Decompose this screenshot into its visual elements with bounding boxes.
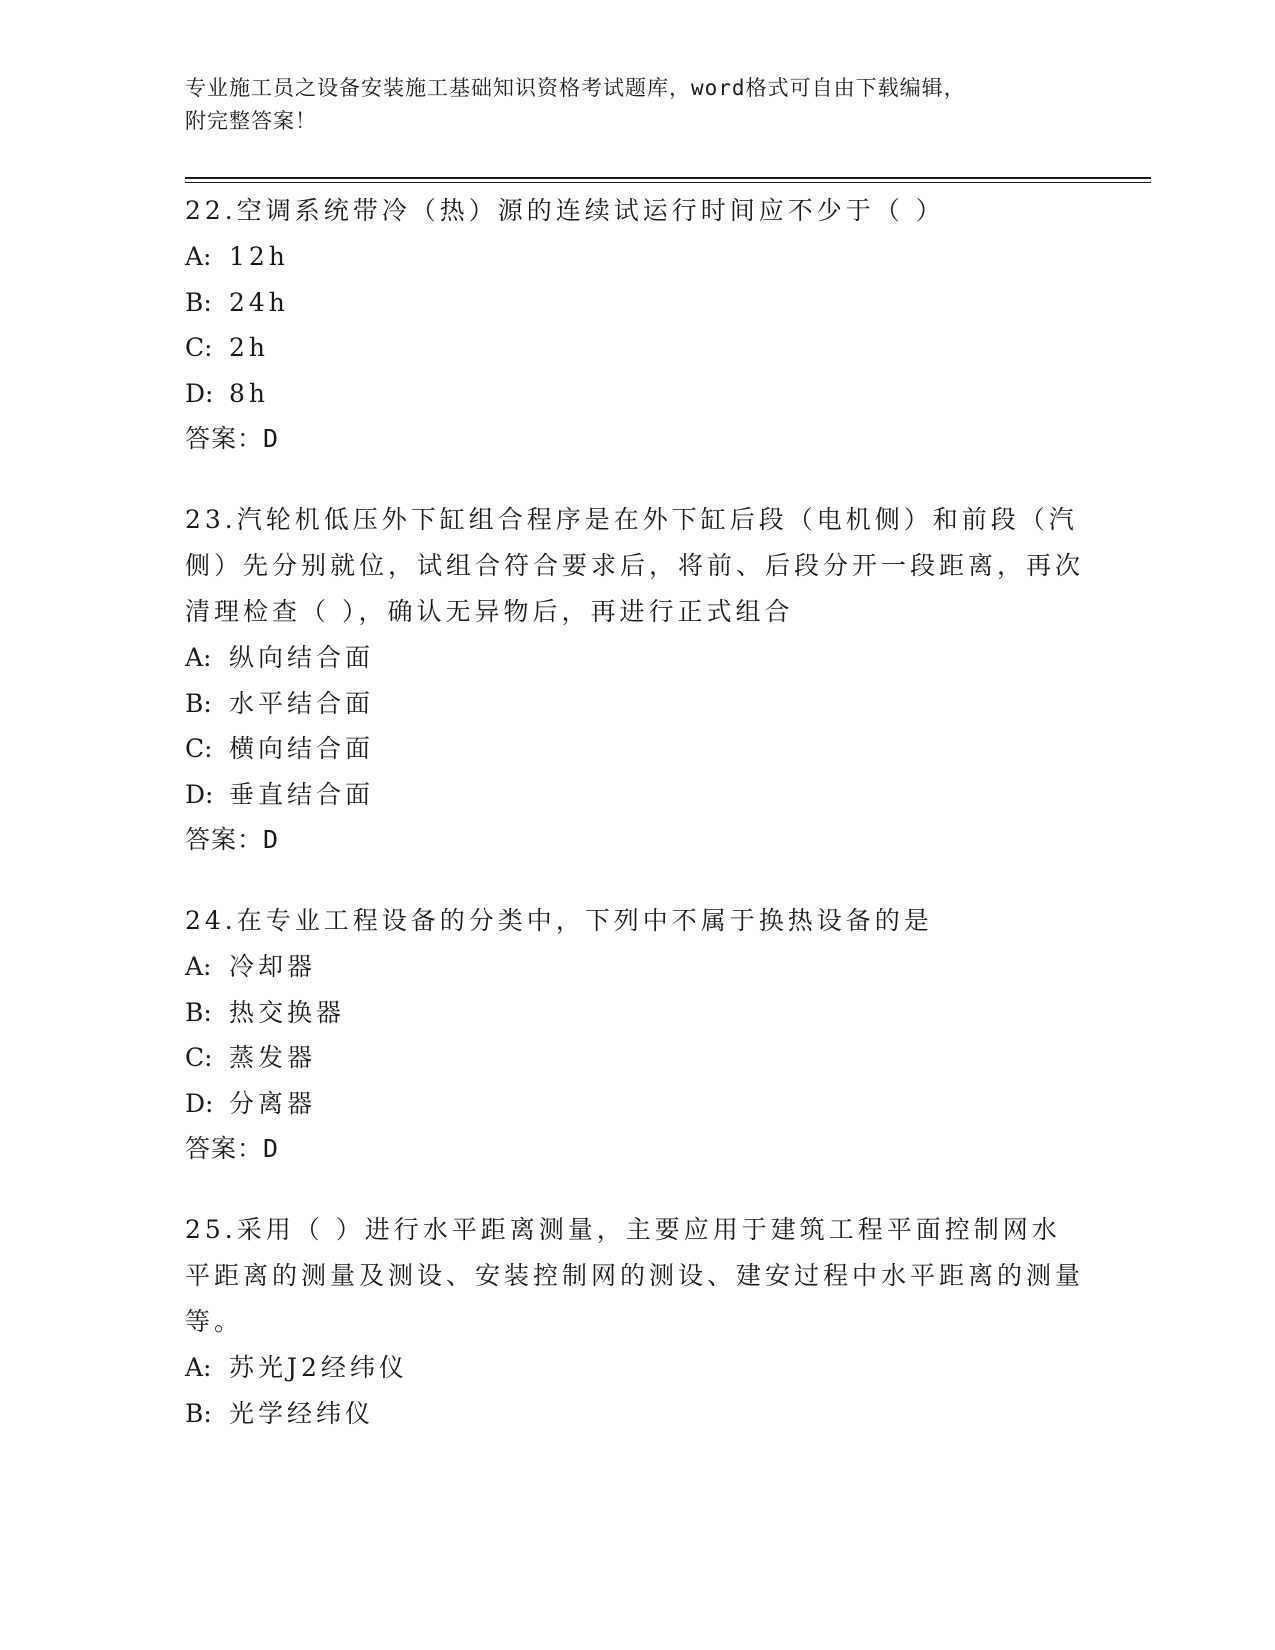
answer-label: 答案： [185, 424, 264, 453]
option-b [185, 1391, 1085, 1437]
option-letter: B: [185, 1398, 212, 1428]
option-text: 8h [229, 378, 270, 408]
option-text: 苏光J2经纬仪 [229, 1353, 408, 1382]
option-letter: B: [185, 688, 212, 718]
option-b [185, 280, 1085, 326]
answer-line [185, 817, 1085, 862]
option-text: 光学经纬仪 [229, 1398, 375, 1428]
option-a [185, 635, 1085, 681]
question-stem: 25.采用（ ）进行水平距离测量，主要应用于建筑工程平面控制网水平距离的测量及测设、安装控制网的测设、建安过程中水平距离的测量等。 [185, 1215, 1085, 1336]
option-a [185, 234, 1085, 280]
header-divider-top [185, 177, 1151, 179]
option-letter: B: [185, 287, 212, 317]
option-letter: D: [185, 378, 214, 408]
option-letter: A: [185, 643, 212, 672]
question-list [185, 188, 1085, 1472]
option-letter: D: [185, 1088, 214, 1118]
question-23 [185, 497, 1085, 862]
option-letter: A: [185, 952, 212, 981]
answer-value: D [263, 424, 280, 453]
option-letter: A: [185, 242, 212, 271]
document-header [185, 72, 1085, 138]
option-text: 冷却器 [229, 952, 317, 981]
question-stem: 24.在专业工程设备的分类中，下列中不属于换热设备的是 [185, 906, 933, 935]
option-text: 分离器 [229, 1088, 317, 1118]
option-a [185, 944, 1085, 990]
option-d [185, 772, 1085, 818]
header-line-1: 专业施工员之设备安装施工基础知识资格考试题库，word格式可自由下载编辑， [185, 76, 966, 100]
option-text: 2h [229, 333, 270, 362]
answer-line [185, 1126, 1085, 1171]
option-a [185, 1345, 1085, 1391]
option-letter: D: [185, 779, 214, 809]
option-text: 水平结合面 [229, 688, 375, 718]
option-c [185, 726, 1085, 772]
option-text: 纵向结合面 [229, 643, 375, 672]
option-b [185, 990, 1085, 1036]
question-stem: 22.空调系统带冷（热）源的连续试运行时间应不少于（ ） [185, 196, 945, 225]
question-stem: 23.汽轮机低压外下缸组合程序是在外下缸后段（电机侧）和前段（汽侧）先分别就位，试组合符合要求后，将前、后段分开一段距离，再次清理检查（ ），确认无异物后，再进行正式组合 [185, 505, 1085, 626]
answer-value: D [263, 1134, 280, 1163]
question-25 [185, 1207, 1085, 1436]
option-letter: C: [185, 734, 213, 763]
option-letter: A: [185, 1353, 212, 1382]
option-letter: C: [185, 333, 213, 362]
answer-value: D [263, 825, 280, 854]
option-text: 热交换器 [229, 997, 346, 1027]
header-divider-bottom [185, 182, 1151, 183]
option-c [185, 325, 1085, 371]
option-text: 横向结合面 [229, 734, 375, 763]
option-c [185, 1035, 1085, 1081]
option-letter: B: [185, 997, 212, 1027]
option-text: 蒸发器 [229, 1043, 317, 1072]
option-text: 12h [229, 242, 289, 271]
header-line-2: 附完整答案！ [185, 109, 317, 133]
option-d [185, 371, 1085, 417]
answer-label: 答案： [185, 1134, 264, 1163]
answer-line [185, 416, 1085, 461]
question-22 [185, 188, 1085, 461]
option-d [185, 1081, 1085, 1127]
question-24 [185, 898, 1085, 1171]
option-text: 垂直结合面 [229, 779, 375, 809]
option-b [185, 681, 1085, 727]
option-text: 24h [229, 287, 289, 317]
answer-label: 答案： [185, 825, 264, 854]
option-letter: C: [185, 1043, 213, 1072]
